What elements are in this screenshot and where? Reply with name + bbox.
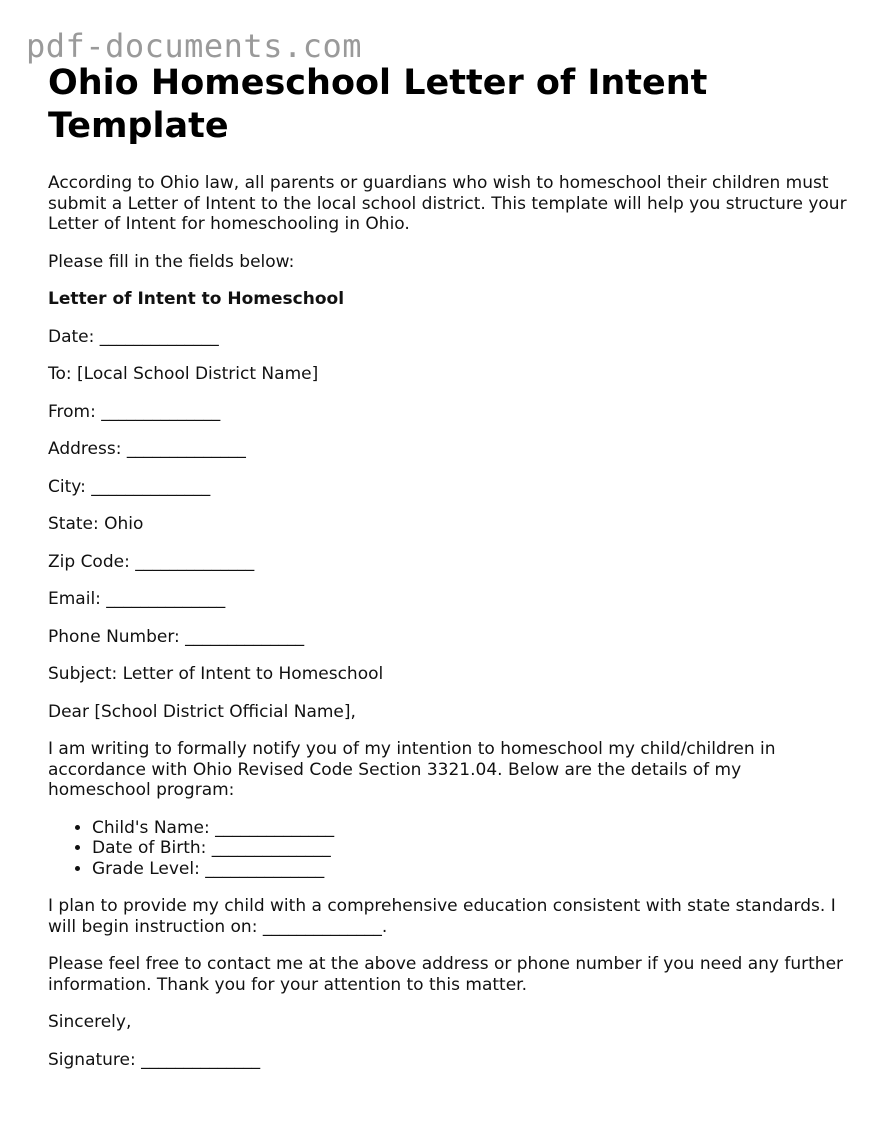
watermark-text: pdf-documents.com <box>26 27 363 65</box>
body-paragraph-1: I am writing to formally notify you of my intention to homeschool my child/children in accordance with Ohio Revised Code Section 3321.04. Below are the details of my homeschool program: <box>48 739 776 800</box>
from-field: From: ______________ <box>48 401 221 422</box>
intro-paragraph: According to Ohio law, all parents or guardians who wish to homeschool their children must submit a Letter of Intent to the local school district. This template will help you structure your Letter of Intent for homeschooling in Ohio. <box>48 173 847 234</box>
body-paragraph-2: I plan to provide my child with a comprehensive education consistent with state standards. I will begin instruction on: ______________. <box>48 896 836 937</box>
list-item-childs-name: • Child's Name: ______________ <box>92 818 848 839</box>
city-field: City: ______________ <box>48 476 211 497</box>
document-body <box>48 62 848 1070</box>
instruction-text: Please fill in the fields below: <box>48 251 295 272</box>
list-item-date-of-birth: • Date of Birth: ______________ <box>92 838 848 859</box>
program-details-list <box>48 818 848 880</box>
zip-field: Zip Code: ______________ <box>48 551 255 572</box>
email-field: Email: ______________ <box>48 589 226 609</box>
signature-field: Signature: ______________ <box>48 1049 261 1070</box>
salutation: Dear [School District Official Name], <box>48 701 356 722</box>
closing-text: Sincerely, <box>48 1012 132 1032</box>
phone-field: Phone Number: ______________ <box>48 626 305 647</box>
address-field: Address: ______________ <box>48 439 246 459</box>
list-item-grade-level: • Grade Level: ______________ <box>92 859 848 880</box>
state-field: State: Ohio <box>48 514 144 534</box>
to-field: To: [Local School District Name] <box>48 364 319 384</box>
letter-heading: Letter of Intent to Homeschool <box>48 289 345 309</box>
date-field: Date: ______________ <box>48 326 219 347</box>
page-title: Ohio Homeschool Letter of Intent Template <box>48 63 708 146</box>
body-paragraph-3: Please feel free to contact me at the above address or phone number if you need any further information. Thank you for your attention to this matter. <box>48 954 844 995</box>
subject-line: Subject: Letter of Intent to Homeschool <box>48 664 384 684</box>
